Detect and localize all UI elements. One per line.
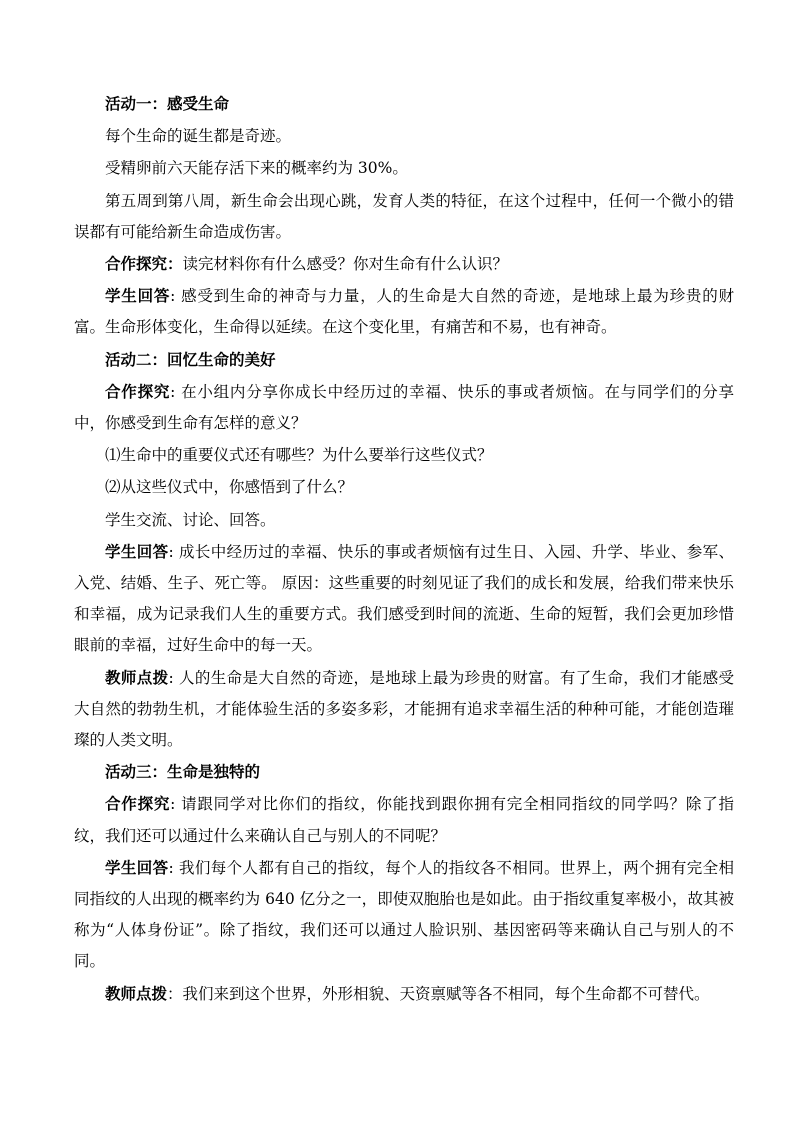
paragraph — [74, 120, 734, 152]
paragraph — [74, 852, 734, 978]
paragraph — [74, 152, 734, 184]
paragraph — [74, 978, 734, 1010]
paragraph-text: : 我们每个人都有自己的指纹，每个人的指纹各不相同。世界上，两个拥有完全相同指纹的人出现的概率约为 640 亿分之一，即使双胞胎也是如此。由于指纹重复率极小，故其被称为“人体身份证”。除了指纹，我们还可以通过人脸识别、基因密码等来确认自己与别人的不同。 — [74, 858, 734, 971]
paragraph-text: 第五周到第八周，新生命会出现心跳，发育人类的特征，在这个过程中，任何一个微小的错误都有可能给新生命造成伤害。 — [74, 191, 734, 241]
bold-label: 合作探究 — [105, 381, 171, 401]
paragraph — [74, 788, 734, 851]
bold-label: 学生回答 — [105, 541, 169, 561]
paragraph — [74, 471, 734, 503]
paragraph-text: : 成长中经历过的幸福、快乐的事或者烦恼有过生日、入园、升学、毕业、参军、入党、结婚、生子、死亡等。 原因：这些重要的时刻见证了我们的成长和发展，给我们带来快乐和幸福，成为记录我们人生的重要方式。我们感受到时间的流逝、生命的短暂，我们会更加珍惜眼前的幸福，过好生命中的每一天。 — [74, 542, 734, 655]
paragraph-text: 每个生命的诞生都是奇迹。 — [105, 127, 292, 146]
paragraph — [74, 439, 734, 471]
paragraph — [74, 662, 734, 757]
paragraph-text: : 人的生命是大自然的奇迹，是地球上最为珍贵的财富。有了生命，我们才能感受大自然的勃勃生机，才能体验生活的多姿多彩，才能拥有追求幸福生活的种种可能，才能创造璀璨的人类文明。 — [74, 668, 734, 750]
paragraph — [74, 376, 734, 439]
paragraph-text: ⑵从这些仪式中，你感悟到了什么？ — [105, 478, 354, 497]
paragraph-text: 读完材料你有什么感受？你对生命有什么认识？ — [182, 255, 509, 274]
paragraph-text: : 在小组内分享你成长中经历过的幸福、快乐的事或者烦恼。在与同学们的分享中，你感受到生命有怎样的意义？ — [74, 382, 734, 433]
heading-activity-1 — [74, 88, 734, 120]
paragraph — [74, 280, 734, 343]
bold-label: 学生回答 — [105, 857, 169, 877]
paragraph-text: ⑴生命中的重要仪式还有哪些？为什么要举行这些仪式？ — [105, 446, 493, 465]
paragraph — [74, 248, 734, 280]
paragraph-text: 学生交流、讨论、回答。 — [105, 510, 276, 529]
paragraph — [74, 536, 734, 662]
document-page — [74, 88, 734, 1010]
bold-label: 活动二：回忆生命的美好 — [105, 349, 276, 369]
paragraph — [74, 185, 734, 248]
paragraph — [74, 504, 734, 536]
paragraph-text: : 请跟同学对比你们的指纹，你能找到跟你拥有完全相同指纹的同学吗？除了指纹，我们还可以通过什么来确认自己与别人的不同呢？ — [74, 795, 734, 845]
bold-label: 活动三：生命是独特的 — [105, 762, 261, 782]
bold-label: 合作探究： — [105, 254, 183, 274]
bold-label: 合作探究 — [105, 794, 171, 814]
bold-label: 教师点拨 — [105, 983, 168, 1003]
bold-label: 教师点拨 — [105, 667, 169, 687]
heading-activity-2 — [74, 344, 734, 376]
bold-label: 活动一：感受生命 — [105, 94, 230, 113]
bold-label: 学生回答 — [105, 286, 171, 306]
paragraph-text: : 感受到生命的神奇与力量，人的生命是大自然的奇迹，是地球上最为珍贵的财富。生命形体变化，生命得以延续。在这个变化里，有痛苦和不易，也有神奇。 — [74, 287, 734, 337]
paragraph-text: ：我们来到这个世界，外形相貌、天资禀赋等各不相同，每个生命都不可替代。 — [167, 984, 710, 1003]
paragraph-text: 受精卵前六天能存活下来的概率约为 30%。 — [105, 159, 408, 178]
heading-activity-3 — [74, 756, 734, 788]
